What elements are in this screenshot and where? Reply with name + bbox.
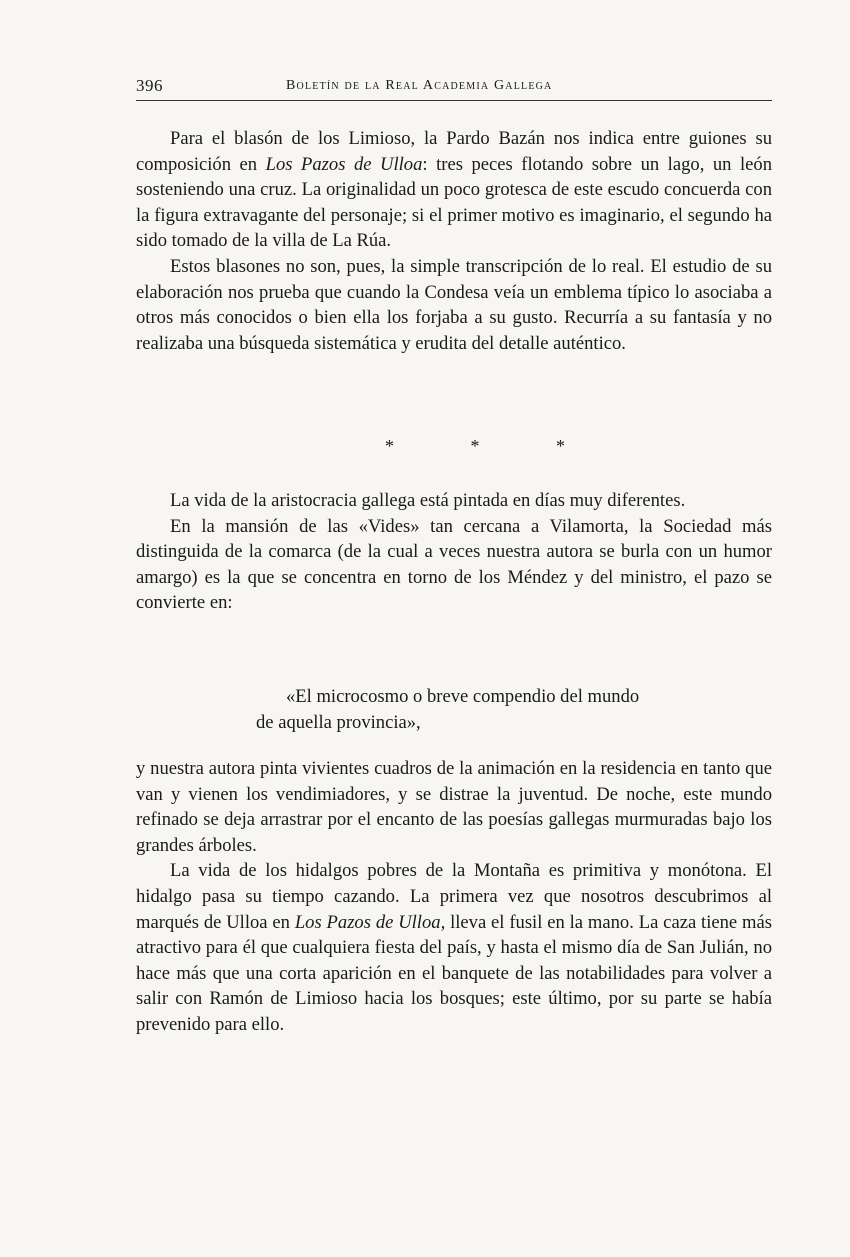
block-quote — [256, 684, 776, 735]
quote-line: de aquella provincia», — [256, 711, 421, 733]
paragraph-limioso-blazon — [136, 126, 772, 254]
paragraph-harvest-scenes: y nuestra autora pinta vivientes cuadros de la animación en la residencia en tanto que van y vienen los vendimiadores, y se distrae la juventud. De noche, este mundo refinado se deja arrastrar por el encanto de las poesías gallegas murmuradas bajo los grandes árboles. — [136, 758, 772, 856]
text-block-hidalgos — [136, 756, 772, 1038]
paragraph-text: La vida de los hidalgos pobres de la Montaña es primitiva y monótona. El hidalgo pasa su tiempo cazando. La primera vez que nosotros descubrimos al marqués de Ulloa en — [136, 860, 772, 933]
paragraph-text: Para el blasón de los Limioso, la Pardo Bazán nos indica entre guiones su composición en — [136, 128, 772, 175]
paragraph-blazons-invented: Estos blasones no son, pues, la simple transcripción de lo real. El estudio de su elaboración nos prueba que cuando la Condesa veía un emblema típico lo asociaba a otros más conocidos o bien ella los forjaba a su gusto. Recurría a su fantasía y no realizaba una búsqueda sistemática y erudita del detalle auténtico. — [136, 255, 772, 354]
running-header — [136, 74, 772, 101]
running-title: Boletín de la Real Academia Gallega — [286, 78, 553, 93]
quote-line: «El microcosmo o breve compendio del mundo — [286, 686, 640, 707]
section-separator: * * * — [385, 436, 601, 456]
page-number: 396 — [136, 76, 163, 95]
paragraph-poor-hidalgos — [136, 858, 772, 1037]
text-block-heraldry — [136, 126, 772, 356]
paragraph-vides-mansion: En la mansión de las «Vides» tan cercana a Vilamorta, la Sociedad más distinguida de la comarca (de la cual a veces nuestra autora se burla con un humor amargo) es la que se concentra en torno de los Méndez y del ministro, el pazo se convierte en: — [136, 515, 772, 614]
book-title: Los Pazos de Ulloa — [265, 153, 423, 175]
paragraph-text: : tres peces flotando sobre un lago, un león sosteniendo una cruz. La originalidad un poco grotesca de este escudo concuerda con la figura extravagante del personaje; si el primer motivo es imaginario, el segundo ha sido tomado de la villa de La Rúa. — [136, 153, 772, 252]
book-title: Los Pazos de Ulloa, — [294, 911, 446, 933]
paragraph-aristocracy: La vida de la aristocracia gallega está pintada en días muy diferentes. — [170, 490, 686, 511]
paragraph-text: lleva el fusil en la mano. La caza tiene más atractivo para él que cualquiera fiesta del país, y hasta el mismo día de San Julián, no hace más que una corta aparición en el banquete de las notabilidades para volver a salir con Ramón de Limioso hacia los bosques; este último, por su parte se había prevenido para ello. — [136, 911, 772, 1035]
text-block-aristocracy — [136, 488, 772, 616]
